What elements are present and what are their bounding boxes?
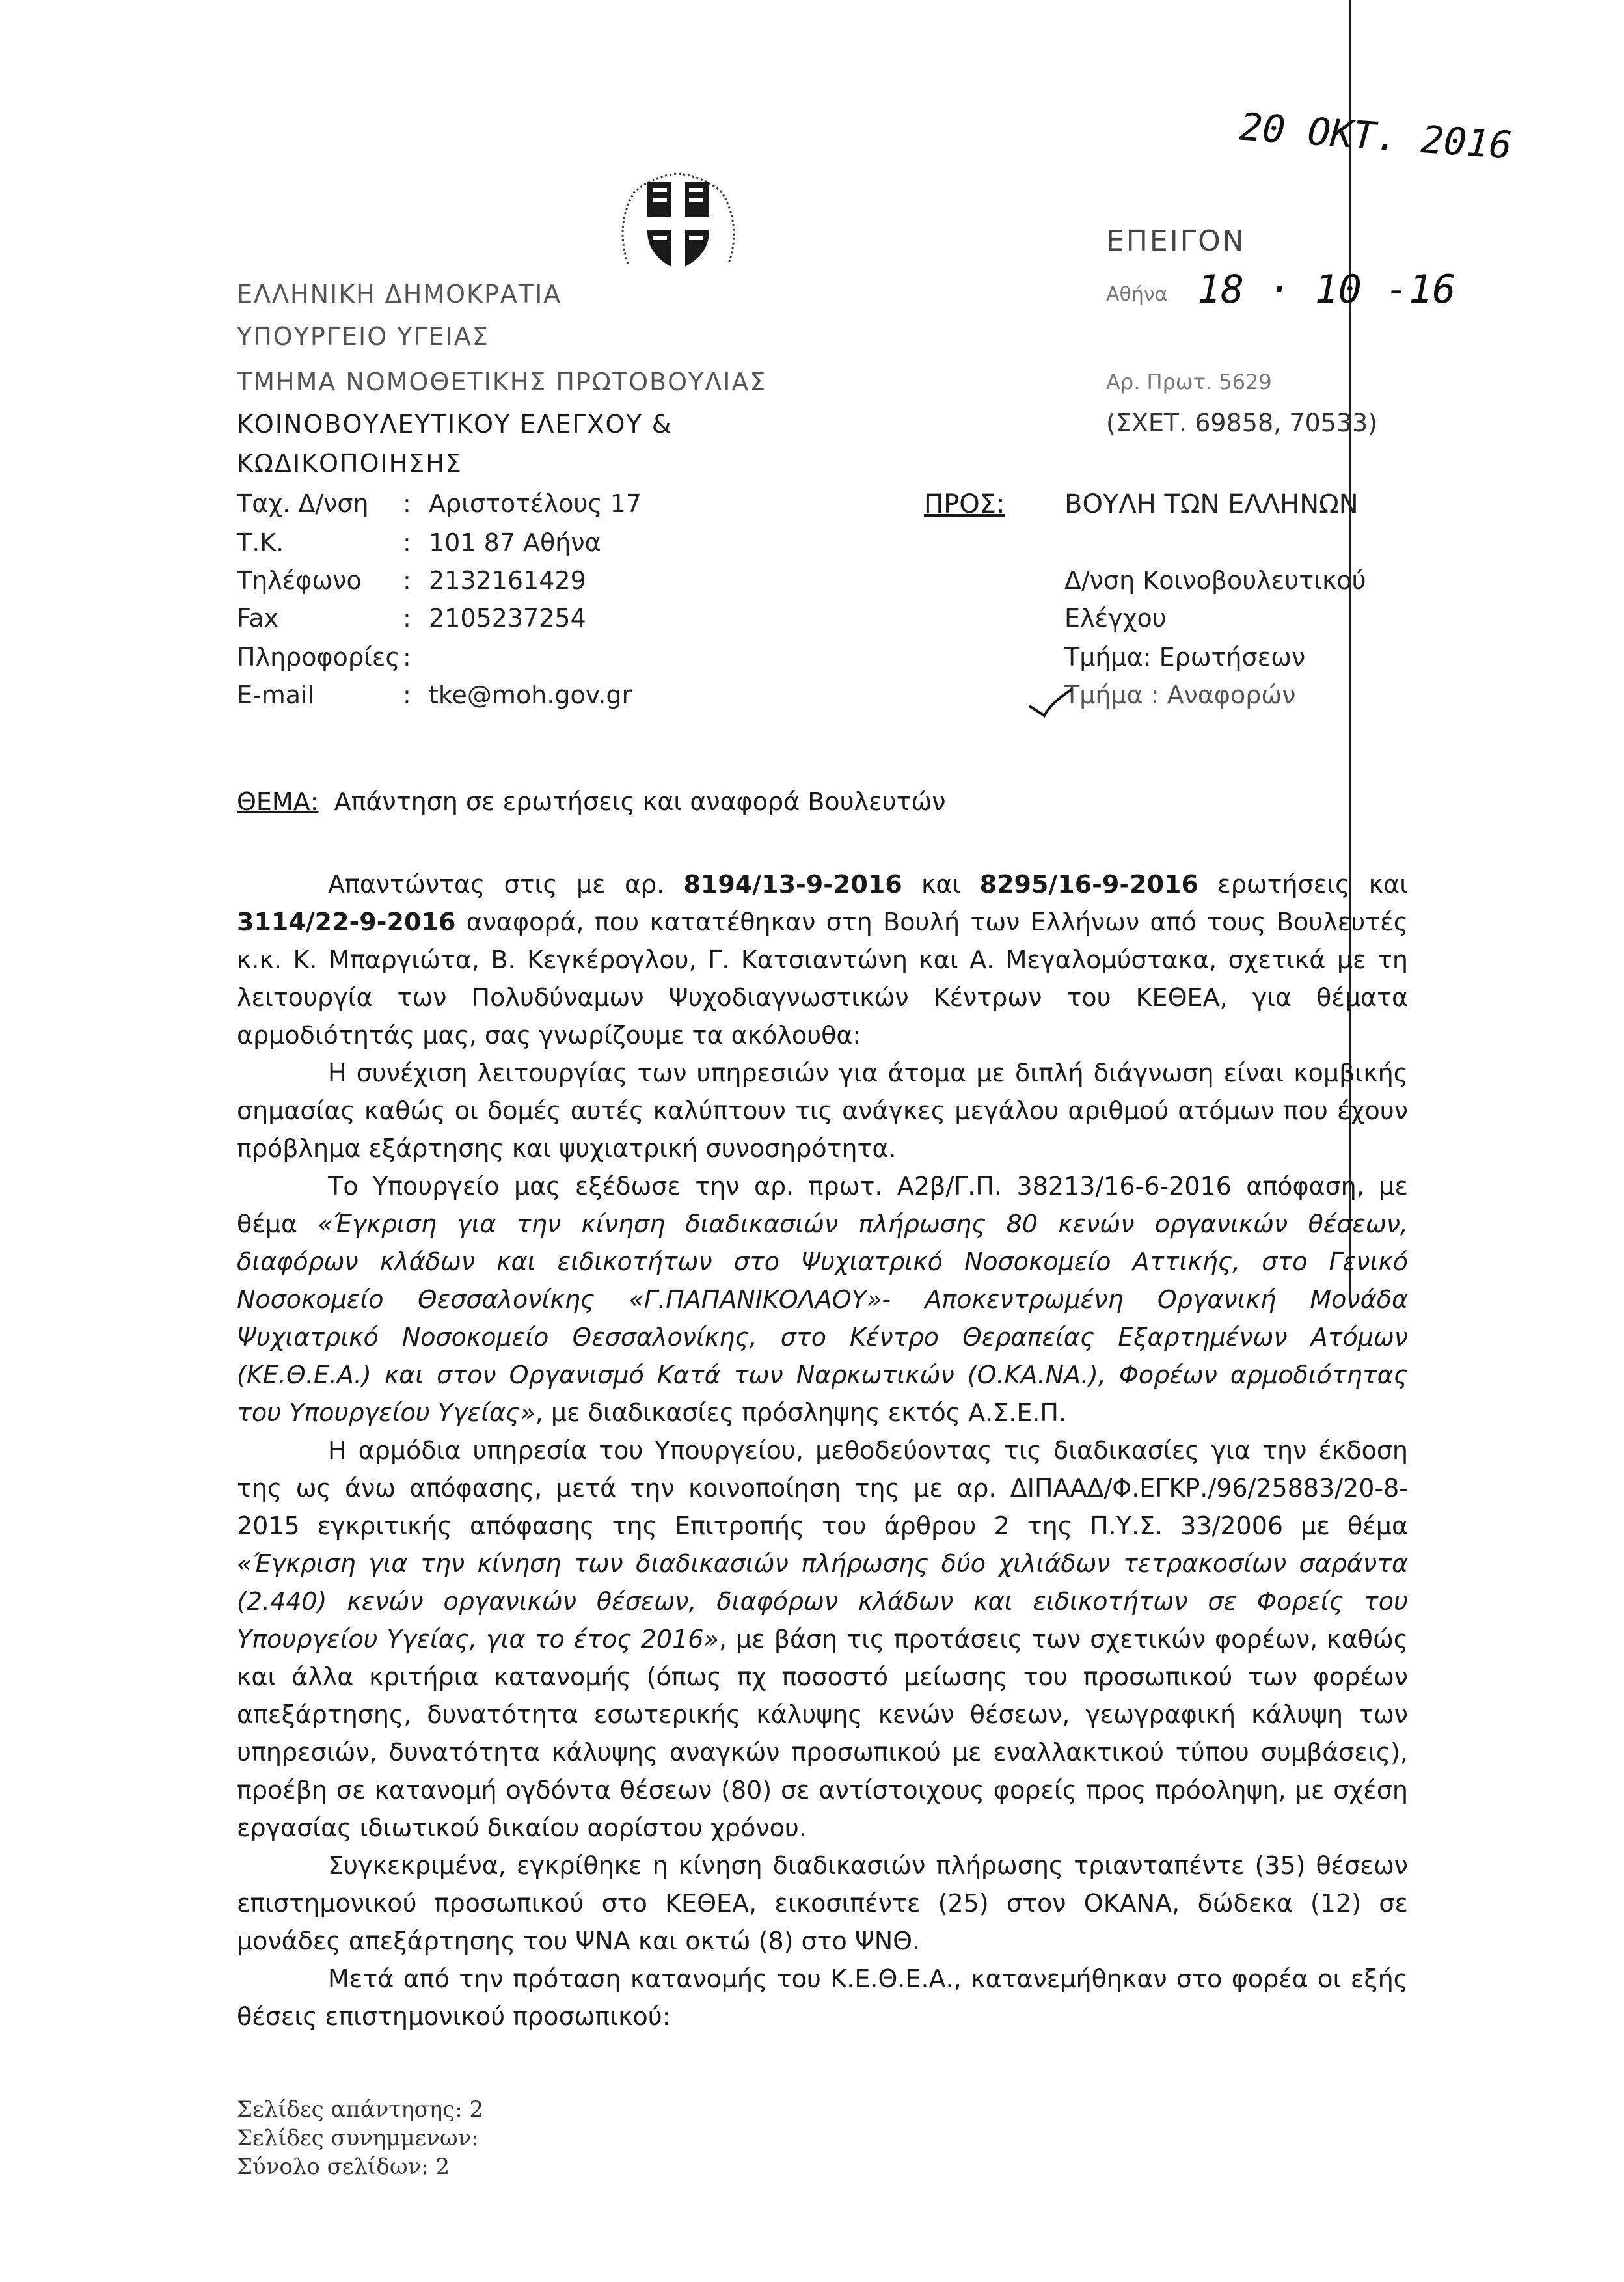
handwritten-checkmark	[1028, 686, 1074, 722]
info-address: Ταχ. Δ/νση : Αριστοτέλους 17	[237, 489, 642, 518]
paragraph-4: Η αρμόδια υπηρεσία του Υπουργείου, μεθοδεύοντας τις διαδικασίες για την έκδοση της ως άνω απόφασης, μετά την κοινοποίηση της με αρ. ΔΙΠΑΑΔ/Φ.ΕΓΚΡ./96/25883/20-8-2015 εγκριτικής απόφασης της Επιτροπής του άρθρου 2 της Π.Υ.Σ. 33/2006 με θέμα «Έγκριση για την κίνηση των διαδικασιών πλήρωσης δύο χιλιάδων τετρακοσίων σαράντα (2.440) κενών οργανικών θέσεων, διαφόρων κλάδων και ειδικοτήτων σε Φορείς του Υπουργείου Υγείας, για το έτος 2016», με βάση τις προτάσεις των σχετικών φορέων, καθώς και άλλα κριτήρια κατανομής (όπως πχ ποσοστό μείωσης του προσωπικού των φορέων απεξάρτησης, δυνατότητα εσωτερικής κάλυψης κενών θέσεων, γεωγραφική κάλυψη των υπηρεσιών, δυνατότητα κάλυψης αναγκών προσωπικού με εναλλακτικού τύπου συμβάσεις), προέβη σε κατανομή ογδόντα θέσεων (80) σε αντίστοιχους φορείς προς πρόοληψη, με σχέση εργασίας ιδιωτικού δικαίου αορίστου χρόνου.	[237, 1436, 1408, 1842]
footer-attachment-pages: Σελίδες συνημμενων:	[237, 2125, 479, 2151]
recipient-line-2: Δ/νση Κοινοβουλευτικού	[1064, 566, 1366, 595]
recipient-line-5: Τμήμα : Αναφορών	[1064, 681, 1296, 709]
athens-date: 18 · 10 -16	[1197, 267, 1456, 312]
header-line-2: ΥΠΟΥΡΓΕΙΟ ΥΓΕΙΑΣ	[237, 322, 489, 351]
paragraph-3: Το Υπουργείο μας εξέδωσε την αρ. πρωτ. Α2β/Γ.Π. 38213/16-6-2016 απόφαση, με θέμα «Έγκριση για την κίνηση διαδικασιών πλήρωσης 80 κενών οργανικών θέσεων, διαφόρων κλάδων και ειδικοτήτων στο Ψυχιατρικό Νοσοκομείο Αττικής, στο Γενικό Νοσοκομείο Θεσσαλονίκης «Γ.ΠΑΠΑΝΙΚΟΛΑΟΥ»- Αποκεντρωμένη Οργανική Μονάδα Ψυχιατρικό Νοσοκομείο Θεσσαλονίκης, στο Κέντρο Θεραπείας Εξαρτημένων Ατόμων (ΚΕ.Θ.Ε.Α.) και στον Οργανισμό Κατά των Ναρκωτικών (Ο.ΚΑ.ΝΑ.), Φορέων αρμοδιότητας του Υπουργείου Υγείας», με διαδικασίες πρόσληψης εκτός Α.Σ.Ε.Π.	[237, 1172, 1408, 1427]
info-email: E-mail : tke@moh.gov.gr	[237, 681, 632, 709]
athens-label: Αθήνα	[1106, 283, 1168, 306]
recipient-line-3: Ελέγχου	[1064, 604, 1167, 632]
info-fax: Fax : 2105237254	[237, 604, 586, 632]
coat-of-arms-emblem	[608, 166, 748, 280]
header-line-3: ΤΜΗΜΑ ΝΟΜΟΘΕΤΙΚΗΣ ΠΡΩΤΟΒΟΥΛΙΑΣ	[237, 368, 767, 396]
urgency-label: ΕΠΕΙΓΟΝ	[1106, 224, 1246, 258]
protocol-number-row: Αρ. Πρωτ. 5629	[1106, 370, 1272, 394]
paragraph-2: Η συνέχιση λειτουργίας των υπηρεσιών για άτομα με διπλή διάγνωση είναι κομβικής σημασίας καθώς οι δομές αυτές καλύπτουν τις ανάγκες μεγάλου αριθμού ατόμων που έχουν πρόβλημα εξάρτησης και ψυχιατρική συνοσηρότητα.	[237, 1059, 1408, 1163]
page-count-footer	[237, 2095, 483, 2181]
body-text	[237, 865, 1408, 2035]
recipient-line-1: ΒΟΥΛΗ ΤΩΝ ΕΛΛΗΝΩΝ	[1064, 489, 1359, 519]
recipient-label: ΠΡΟΣ:	[924, 489, 1005, 519]
info-postal-code: Τ.Κ. : 101 87 Αθήνα	[237, 528, 601, 557]
footer-answer-pages: Σελίδες απάντησης: 2	[237, 2097, 484, 2123]
paragraph-6: Μετά από την πρόταση κατανομής του Κ.Ε.Θ.Ε.Α., κατανεμήθηκαν στο φορέα οι εξής θέσεις επιστημονικού προσωπικού:	[237, 1964, 1408, 2031]
header-line-4: ΚΟΙΝΟΒΟΥΛΕΥΤΙΚΟΥ ΕΛΕΓΧΟΥ &	[237, 410, 673, 439]
related-references: (ΣΧΕΤ. 69858, 70533)	[1106, 409, 1377, 437]
paragraph-5: Συγκεκριμένα, εγκρίθηκε η κίνηση διαδικασιών πλήρωσης τριανταπέντε (35) θέσεων επιστημονικού προσωπικού στο ΚΕΘΕΑ, εικοσιπέντε (25) στον ΟΚΑΝΑ, δώδεκα (12) σε μονάδες απεξάρτησης του ΨΝΑ και οκτώ (8) στο ΨΝΘ.	[237, 1851, 1408, 1955]
info-contact: Πληροφορίες :	[237, 643, 411, 672]
subject-line: ΘΕΜΑ: Απάντηση σε ερωτήσεις και αναφορά Βουλευτών	[237, 787, 946, 816]
paragraph-1: Απαντώντας στις με αρ. 8194/13-9-2016 και 8295/16-9-2016 ερωτήσεις και 3114/22-9-2016 αναφορά, που κατατέθηκαν στη Βουλή των Ελλήνων από τους Βουλευτές κ.κ. Κ. Μπαργιώτα, Β. Κεγκέρογλου, Γ. Κατσιαντώνη και Α. Μεγαλομύστακα, σχετικά με τη λειτουργία των Πολυδύναμων Ψυχοδιαγνωστικών Κέντρων του ΚΕΘΕΑ, για θέματα αρμοδιότητάς μας, σας γνωρίζουμε τα ακόλουθα:	[237, 870, 1408, 1050]
header-line-5: ΚΩΔΙΚΟΠΟΙΗΣΗΣ	[237, 449, 463, 478]
info-phone: Τηλέφωνο : 2132161429	[237, 566, 586, 595]
received-stamp-date: 20 ΟΚΤ. 2016	[1238, 104, 1513, 168]
header-line-1: ΕΛΛΗΝΙΚΗ ΔΗΜΟΚΡΑΤΙΑ	[237, 280, 562, 308]
footer-total-pages: Σύνολο σελίδων: 2	[237, 2154, 450, 2180]
recipient-line-4: Τμήμα: Ερωτήσεων	[1064, 643, 1306, 672]
